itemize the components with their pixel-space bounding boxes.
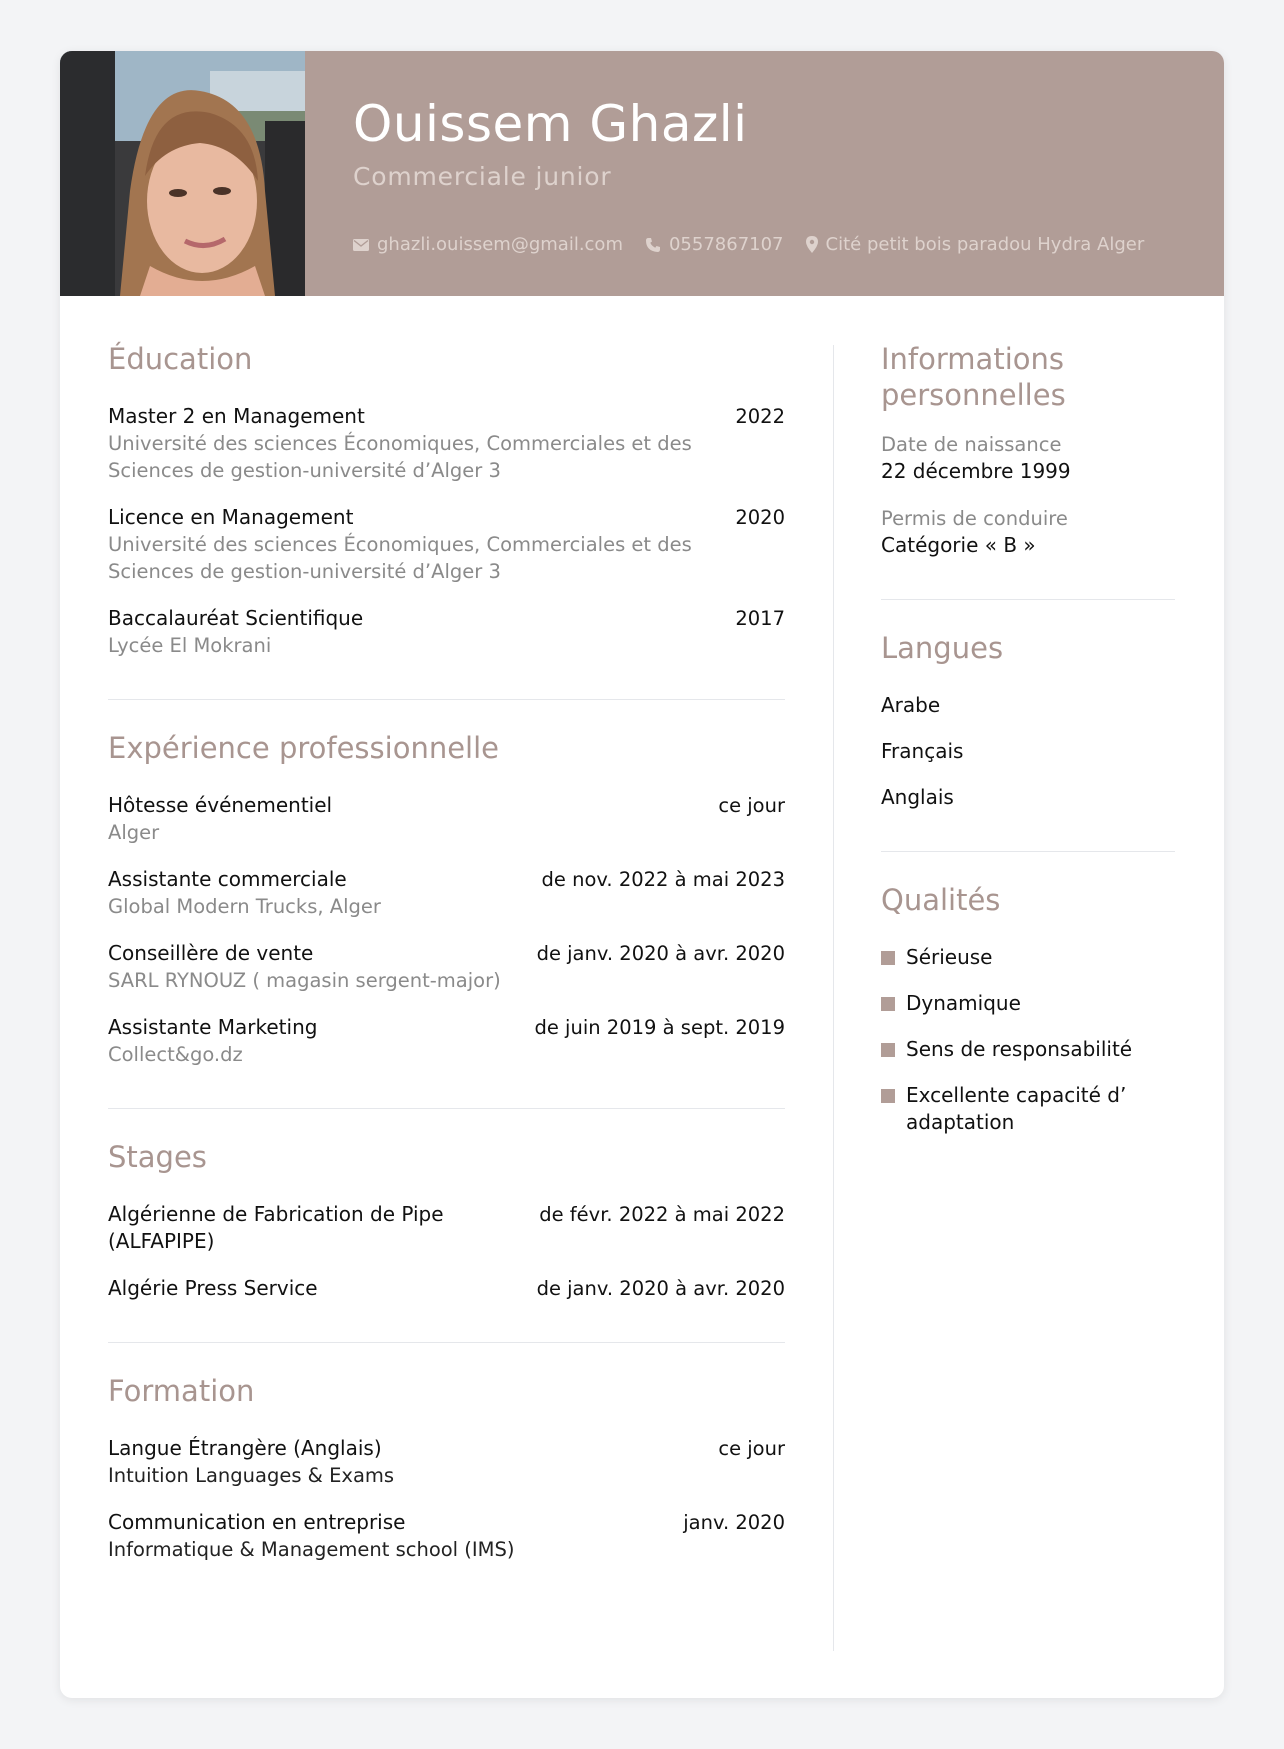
entry-subtitle: Université des sciences Économiques, Commerciales et des Sciences de gestion-université d’Alger 3	[108, 533, 692, 583]
language-item: Anglais	[881, 785, 954, 809]
side-column	[881, 341, 1175, 1155]
entry-title: Assistante Marketing	[108, 1015, 318, 1039]
quality-label: Sens de responsabilité	[906, 1037, 1133, 1061]
education-entry	[108, 605, 785, 659]
internship-entry	[108, 1201, 785, 1255]
entry-date: janv. 2020	[683, 1511, 785, 1534]
language-item: Français	[881, 739, 964, 763]
headline: Commerciale junior	[353, 162, 612, 191]
languages-section	[881, 630, 1175, 811]
resume-card	[60, 51, 1224, 1698]
resume-header	[60, 51, 1224, 296]
entry-date: 2017	[735, 607, 785, 630]
experience-entry	[108, 1014, 785, 1068]
entry-title: Assistante commerciale	[108, 867, 347, 891]
entry-title: Master 2 en Management	[108, 404, 365, 428]
language-item: Arabe	[881, 693, 941, 717]
entry-subtitle: Collect&go.dz	[108, 1043, 243, 1066]
contact-email[interactable]	[353, 234, 623, 255]
email-text: ghazli.ouissem@gmail.com	[377, 234, 623, 255]
entry-date: ce jour	[718, 794, 785, 817]
contact-address	[806, 234, 1145, 255]
entry-title: Communication en entreprise	[108, 1510, 406, 1534]
personal-info-title: Informations personnelles	[881, 342, 1066, 412]
square-bullet-icon	[881, 1089, 895, 1103]
entry-subtitle: Intuition Languages & Exams	[108, 1464, 395, 1487]
birth-date-value: 22 décembre 1999	[881, 459, 1071, 483]
education-section	[108, 341, 785, 659]
section-divider	[108, 699, 785, 700]
phone-text: 0557867107	[668, 234, 784, 255]
entry-date: 2022	[735, 405, 785, 428]
quality-item	[881, 1036, 1175, 1063]
portrait-photo-icon	[60, 51, 305, 296]
training-section	[108, 1373, 785, 1563]
main-column	[108, 341, 785, 1583]
map-pin-icon	[806, 236, 818, 253]
section-divider	[108, 1108, 785, 1109]
envelope-icon	[353, 239, 369, 251]
qualities-section	[881, 882, 1175, 1136]
entry-title: Conseillère de vente	[108, 941, 314, 965]
internships-section	[108, 1139, 785, 1302]
entry-title: Langue Étrangère (Anglais)	[108, 1436, 382, 1460]
training-title: Formation	[108, 1374, 255, 1408]
internship-entry	[108, 1275, 785, 1302]
full-name: Ouissem Ghazli	[353, 95, 748, 153]
languages-title: Langues	[881, 631, 1004, 665]
entry-subtitle: Université des sciences Économiques, Commerciales et des Sciences de gestion-université d’Alger 3	[108, 432, 692, 482]
square-bullet-icon	[881, 997, 895, 1011]
quality-item	[881, 990, 1175, 1017]
experience-entry	[108, 940, 785, 994]
driving-license-value: Catégorie « B »	[881, 533, 1036, 557]
personal-info-section	[881, 341, 1175, 559]
experience-entry	[108, 792, 785, 846]
education-entry	[108, 403, 785, 484]
entry-date: de juin 2019 à sept. 2019	[534, 1016, 785, 1039]
entry-date: de janv. 2020 à avr. 2020	[536, 942, 785, 965]
entry-subtitle: Informatique & Management school (IMS)	[108, 1538, 515, 1561]
square-bullet-icon	[881, 951, 895, 965]
qualities-title: Qualités	[881, 883, 1001, 917]
quality-label: Sérieuse	[906, 945, 993, 969]
entry-title: Baccalauréat Scientifique	[108, 606, 364, 630]
section-divider	[881, 851, 1175, 852]
contact-phone[interactable]	[645, 234, 784, 255]
experience-title: Expérience professionnelle	[108, 731, 500, 765]
quality-label: Excellente capacité d’ adaptation	[906, 1083, 1127, 1134]
entry-title: Hôtesse événementiel	[108, 793, 333, 817]
entry-subtitle: Global Modern Trucks, Alger	[108, 895, 381, 918]
square-bullet-icon	[881, 1043, 895, 1057]
training-entry	[108, 1509, 785, 1563]
entry-date: de nov. 2022 à mai 2023	[541, 868, 785, 891]
entry-subtitle: Alger	[108, 821, 160, 844]
education-title: Éducation	[108, 342, 253, 376]
entry-subtitle: Lycée El Mokrani	[108, 634, 272, 657]
quality-label: Dynamique	[906, 991, 1021, 1015]
profile-photo	[60, 51, 305, 296]
entry-title: Algérie Press Service	[108, 1276, 318, 1300]
entry-date: de janv. 2020 à avr. 2020	[536, 1277, 785, 1300]
column-divider	[833, 345, 834, 1651]
section-divider	[108, 1342, 785, 1343]
section-divider	[881, 599, 1175, 600]
entry-date: 2020	[735, 506, 785, 529]
education-entry	[108, 504, 785, 585]
internships-title: Stages	[108, 1140, 207, 1174]
entry-subtitle: SARL RYNOUZ ( magasin sergent-major)	[108, 969, 501, 992]
quality-item	[881, 944, 1175, 971]
address-text: Cité petit bois paradou Hydra Alger	[825, 234, 1145, 255]
phone-icon	[645, 237, 661, 253]
entry-title: Licence en Management	[108, 505, 354, 529]
quality-item	[881, 1082, 1175, 1136]
entry-date: ce jour	[718, 1437, 785, 1460]
entry-date: de févr. 2022 à mai 2022	[539, 1203, 785, 1226]
driving-license-label: Permis de conduire	[881, 507, 1068, 530]
training-entry	[108, 1435, 785, 1489]
experience-entry	[108, 866, 785, 920]
experience-section	[108, 730, 785, 1068]
contact-info	[353, 234, 1144, 255]
birth-date-label: Date de naissance	[881, 433, 1062, 456]
entry-title: Algérienne de Fabrication de Pipe (ALFAPIPE)	[108, 1202, 444, 1253]
